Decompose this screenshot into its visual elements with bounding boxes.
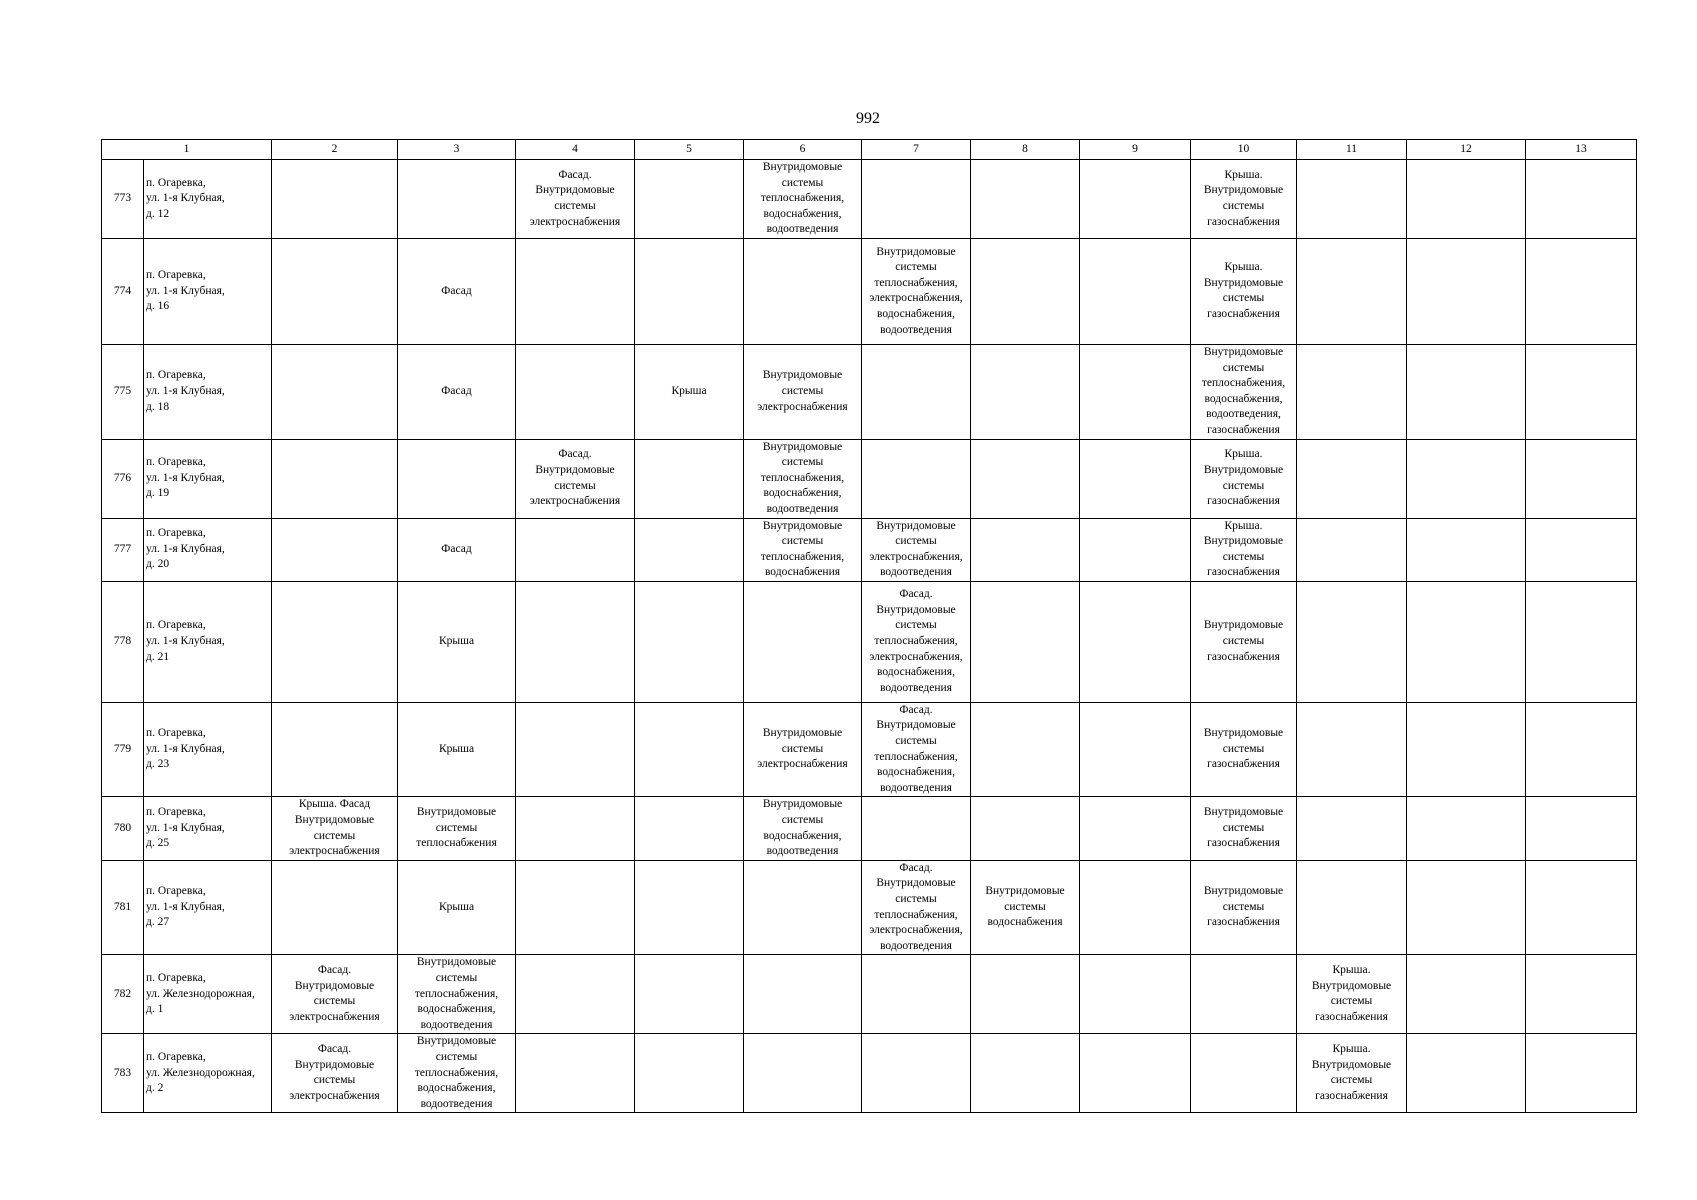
work-cell-col-3: Крыша xyxy=(398,860,516,955)
work-cell-col-12 xyxy=(1407,797,1526,860)
table-row xyxy=(102,581,1637,702)
row-number: 775 xyxy=(102,344,144,439)
work-cell-col-6: Внутридомовые системы теплоснабжения, водоснабжения, водоотведения xyxy=(744,439,862,518)
work-cell-col-9 xyxy=(1080,797,1191,860)
column-header: 10 xyxy=(1191,140,1297,160)
work-cell-col-12 xyxy=(1407,955,1526,1034)
table-row xyxy=(102,160,1637,239)
work-cell-col-11 xyxy=(1297,860,1407,955)
work-cell-col-8 xyxy=(971,797,1080,860)
work-cell-col-12 xyxy=(1407,344,1526,439)
work-cell-col-9 xyxy=(1080,344,1191,439)
column-header: 3 xyxy=(398,140,516,160)
row-number: 774 xyxy=(102,238,144,344)
row-number: 773 xyxy=(102,160,144,239)
row-number: 779 xyxy=(102,702,144,797)
work-cell-col-2 xyxy=(272,702,398,797)
work-cell-col-7: Внутридомовые системы электроснабжения, водоотведения xyxy=(862,518,971,581)
work-cell-col-2: Фасад. Внутридомовые системы электроснабжения xyxy=(272,1034,398,1113)
work-cell-col-7: Фасад. Внутридомовые системы теплоснабжения, электроснабжения, водоотведения xyxy=(862,860,971,955)
work-cell-col-8 xyxy=(971,1034,1080,1113)
work-cell-col-4 xyxy=(516,581,635,702)
work-cell-col-5: Крыша xyxy=(635,344,744,439)
work-cell-col-4 xyxy=(516,797,635,860)
work-cell-col-5 xyxy=(635,702,744,797)
address-cell: п. Огаревка, ул. 1-я Клубная, д. 27 xyxy=(144,860,272,955)
work-cell-col-11: Крыша. Внутридомовые системы газоснабжения xyxy=(1297,1034,1407,1113)
address-cell: п. Огаревка, ул. 1-я Клубная, д. 23 xyxy=(144,702,272,797)
work-cell-col-2: Крыша. Фасад Внутридомовые системы электроснабжения xyxy=(272,797,398,860)
work-cell-col-4 xyxy=(516,344,635,439)
address-cell: п. Огаревка, ул. 1-я Клубная, д. 18 xyxy=(144,344,272,439)
work-cell-col-12 xyxy=(1407,1034,1526,1113)
row-number: 778 xyxy=(102,581,144,702)
row-number: 783 xyxy=(102,1034,144,1113)
work-cell-col-10: Внутридомовые системы газоснабжения xyxy=(1191,702,1297,797)
work-cell-col-8 xyxy=(971,439,1080,518)
table-row xyxy=(102,518,1637,581)
table-row xyxy=(102,238,1637,344)
address-cell: п. Огаревка, ул. 1-я Клубная, д. 19 xyxy=(144,439,272,518)
work-cell-col-2 xyxy=(272,860,398,955)
work-cell-col-10: Крыша. Внутридомовые системы газоснабжения xyxy=(1191,160,1297,239)
work-cell-col-7 xyxy=(862,1034,971,1113)
work-cell-col-5 xyxy=(635,518,744,581)
work-cell-col-4 xyxy=(516,1034,635,1113)
work-cell-col-7: Фасад. Внутридомовые системы теплоснабжения, водоснабжения, водоотведения xyxy=(862,702,971,797)
work-cell-col-5 xyxy=(635,1034,744,1113)
work-cell-col-13 xyxy=(1526,581,1637,702)
row-number: 777 xyxy=(102,518,144,581)
address-cell: п. Огаревка, ул. 1-я Клубная, д. 25 xyxy=(144,797,272,860)
work-cell-col-9 xyxy=(1080,439,1191,518)
column-header: 8 xyxy=(971,140,1080,160)
work-cell-col-7 xyxy=(862,439,971,518)
table-row xyxy=(102,439,1637,518)
address-cell: п. Огаревка, ул. 1-я Клубная, д. 16 xyxy=(144,238,272,344)
work-cell-col-5 xyxy=(635,581,744,702)
work-cell-col-12 xyxy=(1407,238,1526,344)
work-cell-col-9 xyxy=(1080,955,1191,1034)
column-header: 7 xyxy=(862,140,971,160)
column-header: 1 xyxy=(102,140,272,160)
row-number: 776 xyxy=(102,439,144,518)
work-cell-col-6 xyxy=(744,238,862,344)
work-cell-col-11 xyxy=(1297,344,1407,439)
work-cell-col-4 xyxy=(516,518,635,581)
work-cell-col-8 xyxy=(971,955,1080,1034)
work-cell-col-13 xyxy=(1526,955,1637,1034)
work-cell-col-6: Внутридомовые системы водоснабжения, водоотведения xyxy=(744,797,862,860)
work-cell-col-9 xyxy=(1080,518,1191,581)
work-cell-col-13 xyxy=(1526,797,1637,860)
work-cell-col-7 xyxy=(862,160,971,239)
table-row xyxy=(102,797,1637,860)
work-cell-col-6 xyxy=(744,581,862,702)
work-cell-col-5 xyxy=(635,439,744,518)
column-header: 12 xyxy=(1407,140,1526,160)
work-cell-col-9 xyxy=(1080,581,1191,702)
work-cell-col-12 xyxy=(1407,160,1526,239)
page-number: 992 xyxy=(856,110,880,127)
work-cell-col-8 xyxy=(971,702,1080,797)
column-number-row xyxy=(102,140,1637,160)
address-cell: п. Огаревка, ул. 1-я Клубная, д. 12 xyxy=(144,160,272,239)
work-cell-col-6 xyxy=(744,860,862,955)
row-number: 781 xyxy=(102,860,144,955)
work-cell-col-12 xyxy=(1407,439,1526,518)
work-cell-col-13 xyxy=(1526,1034,1637,1113)
work-cell-col-11 xyxy=(1297,160,1407,239)
work-cell-col-13 xyxy=(1526,518,1637,581)
work-cell-col-3: Крыша xyxy=(398,702,516,797)
work-cell-col-2: Фасад. Внутридомовые системы электроснабжения xyxy=(272,955,398,1034)
work-cell-col-3: Крыша xyxy=(398,581,516,702)
work-cell-col-9 xyxy=(1080,1034,1191,1113)
work-cell-col-9 xyxy=(1080,702,1191,797)
work-cell-col-6 xyxy=(744,955,862,1034)
column-header: 13 xyxy=(1526,140,1637,160)
work-cell-col-11: Крыша. Внутридомовые системы газоснабжения xyxy=(1297,955,1407,1034)
work-cell-col-2 xyxy=(272,238,398,344)
work-cell-col-10: Крыша. Внутридомовые системы газоснабжения xyxy=(1191,439,1297,518)
work-cell-col-7 xyxy=(862,955,971,1034)
table-row xyxy=(102,702,1637,797)
work-cell-col-10: Внутридомовые системы газоснабжения xyxy=(1191,581,1297,702)
repair-schedule-table xyxy=(101,139,1637,1113)
work-cell-col-6: Внутридомовые системы теплоснабжения, водоснабжения xyxy=(744,518,862,581)
column-header: 11 xyxy=(1297,140,1407,160)
work-cell-col-2 xyxy=(272,581,398,702)
work-cell-col-7 xyxy=(862,797,971,860)
work-cell-col-10: Внутридомовые системы теплоснабжения, водоснабжения, водоотведения, газоснабжения xyxy=(1191,344,1297,439)
work-cell-col-8 xyxy=(971,518,1080,581)
work-cell-col-2 xyxy=(272,439,398,518)
work-cell-col-4: Фасад. Внутридомовые системы электроснабжения xyxy=(516,439,635,518)
work-cell-col-6: Внутридомовые системы теплоснабжения, водоснабжения, водоотведения xyxy=(744,160,862,239)
work-cell-col-5 xyxy=(635,955,744,1034)
work-cell-col-3: Фасад xyxy=(398,518,516,581)
work-cell-col-13 xyxy=(1526,238,1637,344)
work-cell-col-7: Фасад. Внутридомовые системы теплоснабжения, электроснабжения, водоснабжения, водоотведения xyxy=(862,581,971,702)
work-cell-col-2 xyxy=(272,160,398,239)
work-cell-col-9 xyxy=(1080,238,1191,344)
work-cell-col-4 xyxy=(516,702,635,797)
work-cell-col-8: Внутридомовые системы водоснабжения xyxy=(971,860,1080,955)
column-header: 2 xyxy=(272,140,398,160)
row-number: 780 xyxy=(102,797,144,860)
table-row xyxy=(102,955,1637,1034)
work-cell-col-11 xyxy=(1297,238,1407,344)
address-cell: п. Огаревка, ул. Железнодорожная, д. 1 xyxy=(144,955,272,1034)
work-cell-col-2 xyxy=(272,344,398,439)
table-row xyxy=(102,860,1637,955)
work-cell-col-9 xyxy=(1080,860,1191,955)
work-cell-col-9 xyxy=(1080,160,1191,239)
work-cell-col-11 xyxy=(1297,581,1407,702)
column-header: 6 xyxy=(744,140,862,160)
work-cell-col-3: Внутридомовые системы теплоснабжения xyxy=(398,797,516,860)
work-cell-col-13 xyxy=(1526,344,1637,439)
work-cell-col-4 xyxy=(516,238,635,344)
work-cell-col-10 xyxy=(1191,955,1297,1034)
work-cell-col-10: Внутридомовые системы газоснабжения xyxy=(1191,860,1297,955)
work-cell-col-4: Фасад. Внутридомовые системы электроснабжения xyxy=(516,160,635,239)
work-cell-col-8 xyxy=(971,160,1080,239)
work-cell-col-11 xyxy=(1297,797,1407,860)
work-cell-col-4 xyxy=(516,955,635,1034)
work-cell-col-3: Фасад xyxy=(398,344,516,439)
work-cell-col-8 xyxy=(971,581,1080,702)
column-header: 4 xyxy=(516,140,635,160)
address-cell: п. Огаревка, ул. Железнодорожная, д. 2 xyxy=(144,1034,272,1113)
work-cell-col-10: Крыша. Внутридомовые системы газоснабжения xyxy=(1191,238,1297,344)
work-cell-col-12 xyxy=(1407,581,1526,702)
work-cell-col-11 xyxy=(1297,518,1407,581)
work-cell-col-3 xyxy=(398,160,516,239)
work-cell-col-5 xyxy=(635,797,744,860)
work-cell-col-12 xyxy=(1407,860,1526,955)
work-cell-col-6 xyxy=(744,1034,862,1113)
address-cell: п. Огаревка, ул. 1-я Клубная, д. 20 xyxy=(144,518,272,581)
work-cell-col-13 xyxy=(1526,860,1637,955)
work-cell-col-7: Внутридомовые системы теплоснабжения, электроснабжения, водоснабжения, водоотведения xyxy=(862,238,971,344)
work-cell-col-6: Внутридомовые системы электроснабжения xyxy=(744,702,862,797)
work-cell-col-13 xyxy=(1526,702,1637,797)
work-cell-col-2 xyxy=(272,518,398,581)
work-cell-col-3 xyxy=(398,439,516,518)
work-cell-col-13 xyxy=(1526,160,1637,239)
column-header: 9 xyxy=(1080,140,1191,160)
work-cell-col-7 xyxy=(862,344,971,439)
row-number: 782 xyxy=(102,955,144,1034)
work-cell-col-5 xyxy=(635,238,744,344)
work-cell-col-3: Фасад xyxy=(398,238,516,344)
work-cell-col-13 xyxy=(1526,439,1637,518)
work-cell-col-4 xyxy=(516,860,635,955)
work-cell-col-12 xyxy=(1407,518,1526,581)
work-cell-col-10: Крыша. Внутридомовые системы газоснабжения xyxy=(1191,518,1297,581)
address-cell: п. Огаревка, ул. 1-я Клубная, д. 21 xyxy=(144,581,272,702)
table-row xyxy=(102,344,1637,439)
work-cell-col-6: Внутридомовые системы электроснабжения xyxy=(744,344,862,439)
work-cell-col-8 xyxy=(971,238,1080,344)
work-cell-col-11 xyxy=(1297,702,1407,797)
work-cell-col-5 xyxy=(635,860,744,955)
work-cell-col-3: Внутридомовые системы теплоснабжения, водоснабжения, водоотведения xyxy=(398,1034,516,1113)
work-cell-col-12 xyxy=(1407,702,1526,797)
work-cell-col-3: Внутридомовые системы теплоснабжения, водоснабжения, водоотведения xyxy=(398,955,516,1034)
work-cell-col-11 xyxy=(1297,439,1407,518)
table-row xyxy=(102,1034,1637,1113)
work-cell-col-10 xyxy=(1191,1034,1297,1113)
work-cell-col-8 xyxy=(971,344,1080,439)
column-header: 5 xyxy=(635,140,744,160)
work-cell-col-5 xyxy=(635,160,744,239)
work-cell-col-10: Внутридомовые системы газоснабжения xyxy=(1191,797,1297,860)
